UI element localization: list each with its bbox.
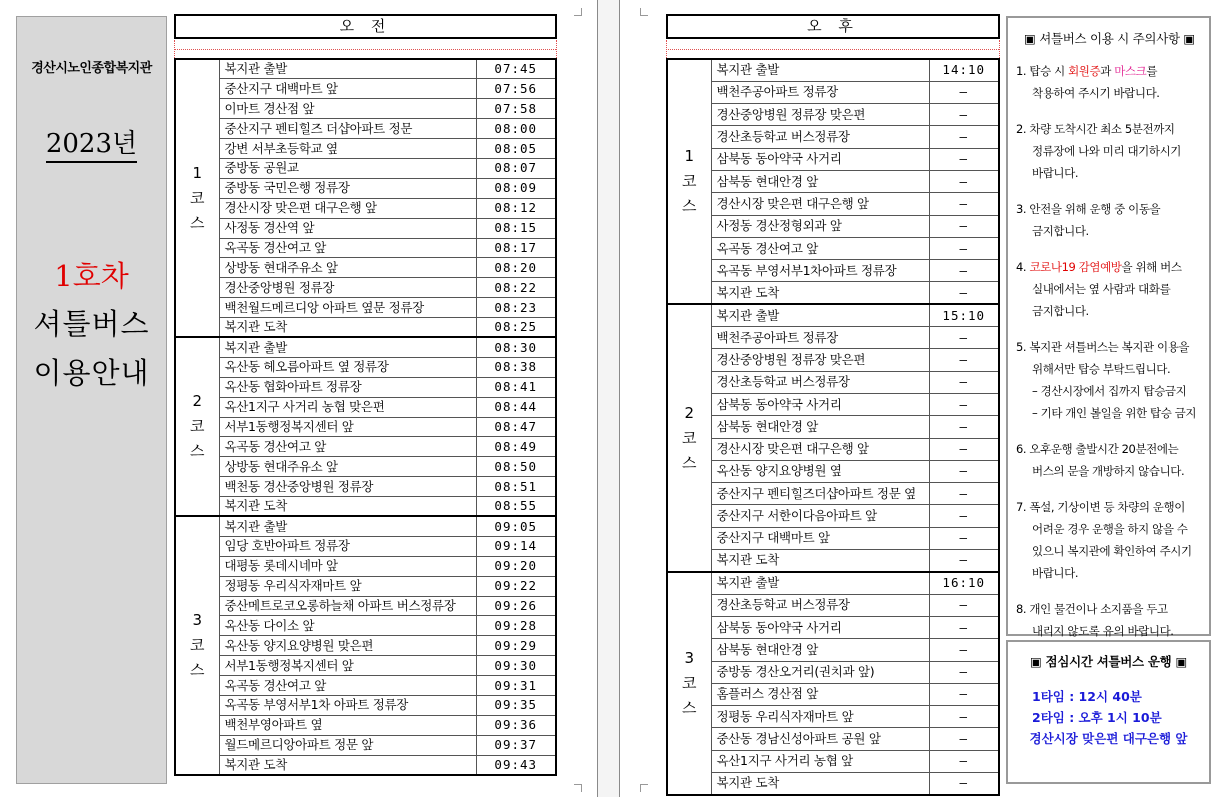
table-row xyxy=(175,636,556,656)
stop-time: 09:28 xyxy=(476,616,556,636)
stop-time: 14:10 xyxy=(929,59,999,81)
table-row xyxy=(175,318,556,338)
stop-name: 복지관 도착 xyxy=(219,497,476,517)
note-5 xyxy=(1016,336,1203,424)
table-row xyxy=(175,735,556,755)
stop-name: 정평동 우리식자재마트 앞 xyxy=(711,706,929,728)
course-label: 1 코 스 xyxy=(175,59,219,337)
stop-time: 09:20 xyxy=(476,556,556,576)
stop-name: 옥산1지구 사거리 농협 앞 xyxy=(711,750,929,772)
stop-time: 08:15 xyxy=(476,218,556,238)
stop-time: 07:45 xyxy=(476,59,556,79)
table-row xyxy=(175,457,556,477)
note-text: 6. 오후운행 출발시간 20분전에는 xyxy=(1016,442,1179,456)
note-6 xyxy=(1016,438,1203,482)
table-row xyxy=(667,773,999,795)
stop-name: 옥산1지구 사거리 농협 맞은편 xyxy=(219,397,476,417)
stop-time: 08:07 xyxy=(476,158,556,178)
note-text: – 경산시장에서 집까지 탑승금지 xyxy=(1032,384,1187,398)
table-row xyxy=(667,148,999,170)
afternoon-header: 오 후 xyxy=(666,14,1000,39)
stop-name: 삼북동 동아약국 사거리 xyxy=(711,148,929,170)
table-row xyxy=(667,661,999,683)
stop-time: – xyxy=(929,193,999,215)
year-label xyxy=(17,123,166,160)
stop-time: 09:36 xyxy=(476,715,556,735)
table-row xyxy=(667,237,999,259)
table-row xyxy=(175,556,556,576)
stop-name: 옥산동 양지요양병원 맞은편 xyxy=(219,636,476,656)
stop-time: – xyxy=(929,81,999,103)
stop-time: 09:29 xyxy=(476,636,556,656)
stop-name: 복지관 출발 xyxy=(219,59,476,79)
crop-mark xyxy=(574,8,582,16)
note-1 xyxy=(1016,60,1203,104)
stop-name: 중산지구 대백마트 앞 xyxy=(219,79,476,99)
stop-name: 삼북동 동아약국 사거리 xyxy=(711,393,929,415)
table-row xyxy=(175,576,556,596)
table-row xyxy=(667,126,999,148)
table-row xyxy=(175,139,556,159)
stop-name: 경산초등학교 버스정류장 xyxy=(711,126,929,148)
stop-time: – xyxy=(929,661,999,683)
table-row xyxy=(175,238,556,258)
stop-time: 08:17 xyxy=(476,238,556,258)
table-row xyxy=(175,119,556,139)
stop-name: 삼북동 현대안경 앞 xyxy=(711,170,929,192)
table-row xyxy=(175,99,556,119)
page-gap xyxy=(597,0,619,797)
note-text: 내리지 않도록 유의 바랍니다. xyxy=(1032,624,1174,638)
stop-name: 옥산동 양지요양병원 옆 xyxy=(711,460,929,482)
stop-time: – xyxy=(929,683,999,705)
table-row xyxy=(175,696,556,716)
stop-name: 중산지구 펜티힐즈 더샵아파트 정문 xyxy=(219,119,476,139)
note-text: 바랍니다. xyxy=(1032,166,1079,180)
stop-name: 복지관 출발 xyxy=(219,516,476,536)
bus-number: 1호차 xyxy=(54,259,129,293)
note-2 xyxy=(1016,118,1203,184)
table-row xyxy=(667,349,999,371)
table-row xyxy=(175,357,556,377)
table-row xyxy=(667,728,999,750)
table-row xyxy=(667,193,999,215)
stop-name: 백천동 경산중앙병원 정류장 xyxy=(219,477,476,497)
morning-header: 오 전 xyxy=(174,14,557,39)
stop-time: – xyxy=(929,773,999,795)
stop-name: 중방동 국민은행 정류장 xyxy=(219,178,476,198)
table-row xyxy=(667,304,999,326)
stop-time: – xyxy=(929,527,999,549)
stop-name: 백천주공아파트 정류장 xyxy=(711,327,929,349)
stop-time: 09:26 xyxy=(476,596,556,616)
title-guide: 이용안내 xyxy=(33,356,150,390)
table-row xyxy=(667,594,999,616)
stop-time: 08:20 xyxy=(476,258,556,278)
note-text: 을 위해 버스 xyxy=(1121,260,1182,274)
stop-time: – xyxy=(929,148,999,170)
stop-time: 08:55 xyxy=(476,497,556,517)
table-row xyxy=(667,81,999,103)
table-row xyxy=(667,393,999,415)
table-row xyxy=(175,397,556,417)
stop-name: 중방동 경산오거리(권치과 앞) xyxy=(711,661,929,683)
stop-time: 08:50 xyxy=(476,457,556,477)
stop-name: 경산초등학교 버스정류장 xyxy=(711,371,929,393)
stop-name: 옥산동 다이소 앞 xyxy=(219,616,476,636)
stop-time: – xyxy=(929,460,999,482)
stop-time: 08:44 xyxy=(476,397,556,417)
org-name: 경산시노인종합복지관 xyxy=(31,61,152,76)
note-text: 있으니 복지관에 확인하여 주시기 xyxy=(1032,544,1192,558)
note-text: 위해서만 탑승 부탁드립니다. xyxy=(1032,362,1171,376)
note-7 xyxy=(1016,496,1203,584)
stop-time: 08:00 xyxy=(476,119,556,139)
course-label: 1 코 스 xyxy=(667,59,711,304)
note-text: 를 xyxy=(1146,64,1158,78)
stop-name: 중산지구 펜티힐즈더샵아파트 정문 옆 xyxy=(711,483,929,505)
stop-name: 서부1동행정복지센터 앞 xyxy=(219,656,476,676)
stop-name: 상방동 현대주유소 앞 xyxy=(219,258,476,278)
guide-line xyxy=(174,49,556,50)
table-row xyxy=(175,218,556,238)
stop-name: 복지관 도착 xyxy=(711,773,929,795)
stop-time: 08:47 xyxy=(476,417,556,437)
stop-time: – xyxy=(929,594,999,616)
stop-time: – xyxy=(929,371,999,393)
stop-name: 경산시장 맞은편 대구은행 앞 xyxy=(711,438,929,460)
lunch-location: 경산시장 맞은편 대구은행 앞 xyxy=(1029,731,1188,746)
table-row xyxy=(667,505,999,527)
table-row xyxy=(175,497,556,517)
stop-name: 경산중앙병원 정류장 맞은편 xyxy=(711,104,929,126)
table-row xyxy=(175,656,556,676)
guide-line xyxy=(666,49,999,50)
table-row xyxy=(667,683,999,705)
stop-name: 옥산동 협화아파트 정류장 xyxy=(219,377,476,397)
stop-time: – xyxy=(929,393,999,415)
stop-time: 08:41 xyxy=(476,377,556,397)
stop-name: 중산메트로코오롱하늘채 아파트 버스정류장 xyxy=(219,596,476,616)
table-row xyxy=(667,616,999,638)
table-row xyxy=(175,437,556,457)
table-row xyxy=(667,104,999,126)
page-edge-right xyxy=(619,0,620,797)
stop-name: 백천월드메르디앙 아파트 옆문 정류장 xyxy=(219,298,476,318)
stop-time: 08:23 xyxy=(476,298,556,318)
table-row xyxy=(667,438,999,460)
stop-time: – xyxy=(929,505,999,527)
table-row xyxy=(175,616,556,636)
table-row xyxy=(667,572,999,594)
table-row xyxy=(175,298,556,318)
table-row xyxy=(667,706,999,728)
stop-time: 08:22 xyxy=(476,278,556,298)
table-row xyxy=(175,198,556,218)
table-row xyxy=(667,327,999,349)
table-row xyxy=(667,371,999,393)
stop-time: 08:38 xyxy=(476,357,556,377)
note-text: 3. 안전을 위해 운행 중 이동을 xyxy=(1016,202,1161,216)
morning-schedule-table xyxy=(174,58,557,776)
stop-name: 복지관 도착 xyxy=(711,282,929,304)
note-3 xyxy=(1016,198,1203,242)
course-label: 3 코 스 xyxy=(667,572,711,795)
stop-name: 복지관 도착 xyxy=(711,550,929,572)
note-highlight: 코로나19 감염예방 xyxy=(1029,260,1122,274)
stop-time: – xyxy=(929,327,999,349)
table-row xyxy=(667,483,999,505)
table-row xyxy=(667,639,999,661)
notes-box xyxy=(1006,16,1211,636)
note-4 xyxy=(1016,256,1203,322)
stop-time: 16:10 xyxy=(929,572,999,594)
stop-time: 07:58 xyxy=(476,99,556,119)
stop-time: 09:14 xyxy=(476,536,556,556)
stop-time: – xyxy=(929,616,999,638)
table-row xyxy=(175,536,556,556)
stop-time: 08:25 xyxy=(476,318,556,338)
course-label: 2 코 스 xyxy=(667,304,711,572)
stop-name: 정평동 우리식자재마트 앞 xyxy=(219,576,476,596)
table-row xyxy=(667,416,999,438)
stop-name: 옥산동 헤오름아파트 옆 정류장 xyxy=(219,357,476,377)
note-8 xyxy=(1016,598,1203,642)
note-text: 정류장에 나와 미리 대기하시기 xyxy=(1032,144,1181,158)
stop-time: – xyxy=(929,282,999,304)
table-row xyxy=(175,596,556,616)
table-row xyxy=(175,79,556,99)
stop-name: 경산초등학교 버스정류장 xyxy=(711,594,929,616)
stop-time: – xyxy=(929,438,999,460)
stop-time: – xyxy=(929,170,999,192)
note-text: 1. 탑승 시 xyxy=(1016,64,1069,78)
table-row xyxy=(175,477,556,497)
table-row xyxy=(175,676,556,696)
stop-time: – xyxy=(929,126,999,148)
stop-time: – xyxy=(929,550,999,572)
stop-time: – xyxy=(929,104,999,126)
stop-time: 09:31 xyxy=(476,676,556,696)
note-text: 금지합니다. xyxy=(1032,224,1089,238)
table-row xyxy=(175,258,556,278)
table-row xyxy=(667,260,999,282)
crop-mark xyxy=(640,8,648,16)
note-text: 바랍니다. xyxy=(1032,566,1079,580)
stop-time: 08:30 xyxy=(476,337,556,357)
stop-name: 옥곡동 부영서부1차아파트 정류장 xyxy=(711,260,929,282)
crop-mark xyxy=(640,784,648,792)
table-row xyxy=(667,550,999,572)
stop-name: 경산시장 맞은편 대구은행 앞 xyxy=(219,198,476,218)
lunch-time-1: 1타임 : 12시 40분 xyxy=(1032,689,1142,704)
stop-name: 옥곡동 부영서부1차 아파트 정류장 xyxy=(219,696,476,716)
stop-name: 백천부영아파트 옆 xyxy=(219,715,476,735)
stop-name: 중방동 공원교 xyxy=(219,158,476,178)
stop-name: 복지관 출발 xyxy=(711,572,929,594)
stop-name: 이마트 경산점 앞 xyxy=(219,99,476,119)
stop-name: 강변 서부초등학교 옆 xyxy=(219,139,476,159)
note-text: 실내에서는 옆 사람과 대화를 xyxy=(1032,282,1171,296)
lunch-box xyxy=(1006,640,1211,784)
note-text: 8. 개인 물건이나 소지품을 두고 xyxy=(1016,602,1168,616)
guide-line xyxy=(999,40,1000,58)
table-row xyxy=(667,170,999,192)
note-text: 7. 폭설, 기상이변 등 차량의 운행이 xyxy=(1016,500,1185,514)
stop-name: 중산지구 대백마트 앞 xyxy=(711,527,929,549)
stop-time: – xyxy=(929,750,999,772)
table-row xyxy=(667,282,999,304)
afternoon-schedule-table xyxy=(666,58,1000,796)
lunch-title: ▣ 점심시간 셔틀버스 운행 ▣ xyxy=(1030,654,1187,669)
stop-name: 월드메르디앙아파트 정문 앞 xyxy=(219,735,476,755)
stop-time: – xyxy=(929,483,999,505)
stop-name: 경산중앙병원 정류장 맞은편 xyxy=(711,349,929,371)
stop-name: 복지관 출발 xyxy=(711,304,929,326)
title-panel xyxy=(16,16,167,784)
stop-name: 옥곡동 경산여고 앞 xyxy=(711,237,929,259)
stop-name: 대평동 롯데시네마 앞 xyxy=(219,556,476,576)
table-row xyxy=(667,59,999,81)
table-row xyxy=(175,755,556,775)
stop-name: 옥곡동 경산여고 앞 xyxy=(219,238,476,258)
note-text: 금지합니다. xyxy=(1032,304,1089,318)
note-highlight: 마스크 xyxy=(1114,64,1147,78)
stop-time: 07:56 xyxy=(476,79,556,99)
stop-time: 08:51 xyxy=(476,477,556,497)
stop-time: 09:22 xyxy=(476,576,556,596)
table-row xyxy=(175,59,556,79)
stop-name: 삼북동 현대안경 앞 xyxy=(711,416,929,438)
stop-name: 복지관 출발 xyxy=(711,59,929,81)
course-label: 3 코 스 xyxy=(175,516,219,775)
note-text: 어려운 경우 운행을 하지 않을 수 xyxy=(1032,522,1188,536)
guide-line xyxy=(556,40,557,58)
stop-name: 경산시장 맞은편 대구은행 앞 xyxy=(711,193,929,215)
stop-name: 복지관 출발 xyxy=(219,337,476,357)
stop-time: – xyxy=(929,215,999,237)
stop-name: 중산지구 서한이다음아파트 앞 xyxy=(711,505,929,527)
note-highlight: 회원증 xyxy=(1068,64,1101,78)
table-row xyxy=(175,417,556,437)
stop-name: 서부1동행정복지센터 앞 xyxy=(219,417,476,437)
stop-name: 사정동 경산역 앞 xyxy=(219,218,476,238)
stop-time: 08:05 xyxy=(476,139,556,159)
stop-time: 09:30 xyxy=(476,656,556,676)
note-text: 2. 차량 도착시간 최소 5분전까지 xyxy=(1016,122,1175,136)
note-text: 착용하여 주시기 바랍니다. xyxy=(1032,86,1160,100)
lunch-time-2: 2타임 : 오후 1시 10분 xyxy=(1032,710,1162,725)
stop-name: 옥곡동 경산여고 앞 xyxy=(219,676,476,696)
table-row xyxy=(667,527,999,549)
stop-time: – xyxy=(929,728,999,750)
stop-time: 15:10 xyxy=(929,304,999,326)
note-text: – 기타 개인 볼일을 위한 탑승 금지 xyxy=(1032,406,1197,420)
stop-name: 임당 호반아파트 정류장 xyxy=(219,536,476,556)
table-row xyxy=(667,215,999,237)
year-text: 2023년 xyxy=(46,129,137,163)
note-text: 4. xyxy=(1016,260,1030,274)
stop-time: – xyxy=(929,639,999,661)
stop-time: – xyxy=(929,706,999,728)
stop-name: 홈플러스 경산점 앞 xyxy=(711,683,929,705)
stop-name: 사정동 경산정형외과 앞 xyxy=(711,215,929,237)
stop-name: 경산중앙병원 정류장 xyxy=(219,278,476,298)
note-text: 과 xyxy=(1100,64,1115,78)
stop-name: 삼북동 동아약국 사거리 xyxy=(711,616,929,638)
table-row xyxy=(175,715,556,735)
stop-time: 08:49 xyxy=(476,437,556,457)
stop-time: – xyxy=(929,260,999,282)
stop-name: 중산동 경남신성아파트 공원 앞 xyxy=(711,728,929,750)
course-label: 2 코 스 xyxy=(175,337,219,516)
stop-time: – xyxy=(929,237,999,259)
stop-time: – xyxy=(929,349,999,371)
stop-name: 상방동 현대주유소 앞 xyxy=(219,457,476,477)
stop-time: 09:43 xyxy=(476,755,556,775)
stop-name: 복지관 도착 xyxy=(219,755,476,775)
table-row xyxy=(175,278,556,298)
stop-time: 09:37 xyxy=(476,735,556,755)
title-shuttle: 셔틀버스 xyxy=(33,307,150,341)
page-edge-left xyxy=(597,0,598,797)
note-text: 5. 복지관 셔틀버스는 복지관 이용을 xyxy=(1016,340,1190,354)
table-row xyxy=(175,158,556,178)
note-text: 버스의 문을 개방하지 않습니다. xyxy=(1032,464,1185,478)
table-row xyxy=(175,377,556,397)
stop-time: – xyxy=(929,416,999,438)
stop-name: 삼북동 현대안경 앞 xyxy=(711,639,929,661)
stop-time: 08:09 xyxy=(476,178,556,198)
table-row xyxy=(175,178,556,198)
notes-title: ▣ 셔틀버스 이용 시 주의사항 ▣ xyxy=(1024,31,1195,46)
stop-time: 09:05 xyxy=(476,516,556,536)
stop-time: 08:12 xyxy=(476,198,556,218)
stop-name: 백천주공아파트 정류장 xyxy=(711,81,929,103)
stop-time: 09:35 xyxy=(476,696,556,716)
crop-mark xyxy=(574,784,582,792)
table-row xyxy=(667,750,999,772)
stop-name: 옥곡동 경산여고 앞 xyxy=(219,437,476,457)
stop-name: 복지관 도착 xyxy=(219,318,476,338)
table-row xyxy=(175,516,556,536)
table-row xyxy=(175,337,556,357)
table-row xyxy=(667,460,999,482)
